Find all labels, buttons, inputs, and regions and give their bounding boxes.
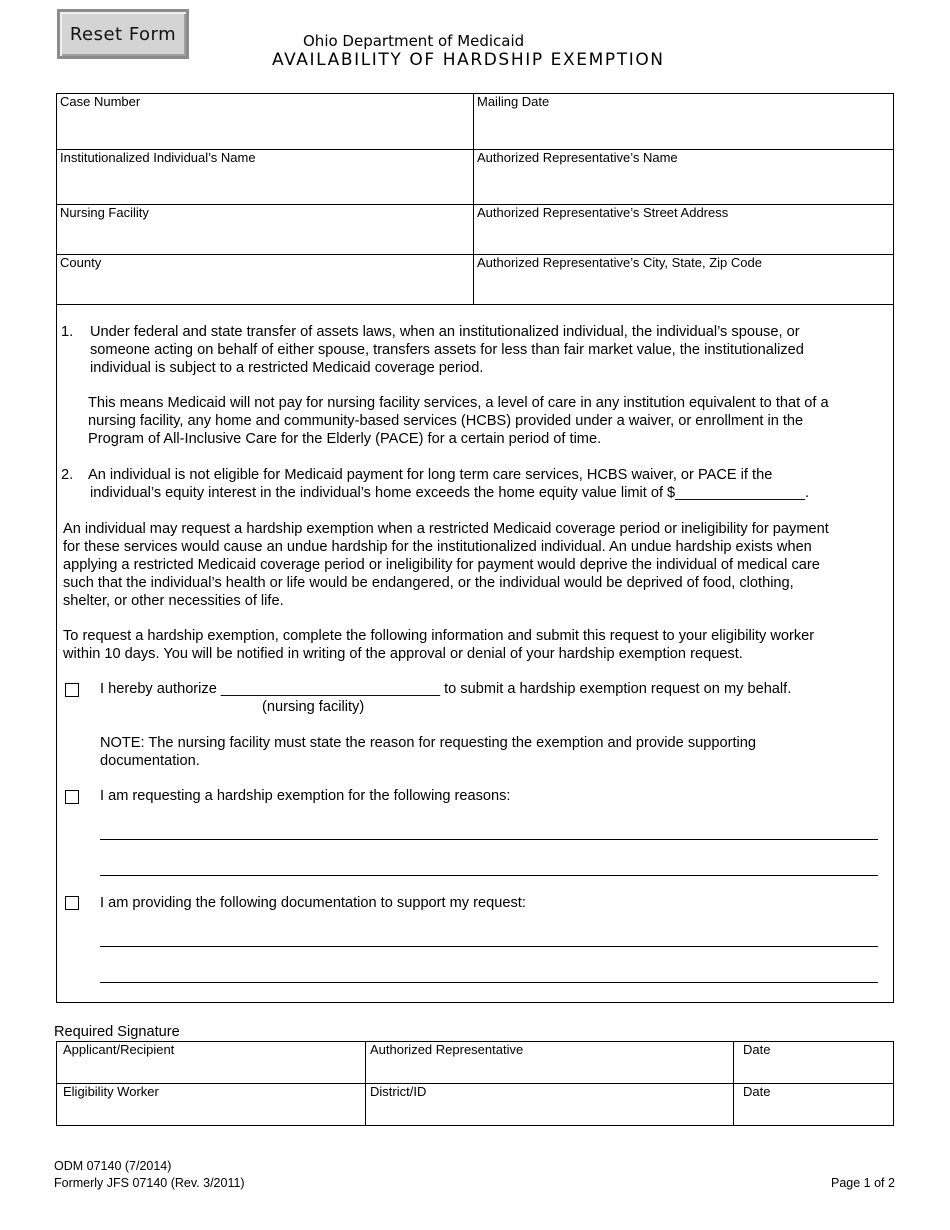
date-label-2: Date bbox=[743, 1084, 771, 1099]
item2-line2: individual’s equity interest in the individual’s home exceeds the home equity value limit of $________________. bbox=[90, 485, 810, 501]
item1b-line1: This means Medicaid will not pay for nursing facility services, a level of care in any institution equivalent to that of a bbox=[88, 395, 829, 411]
rep-name-label: Authorized Representative’s Name bbox=[477, 150, 678, 165]
date-field-2[interactable] bbox=[740, 1083, 893, 1125]
authorize-text: I hereby authorize ___________________________ to submit a hardship exemption request on my behalf. bbox=[100, 681, 792, 697]
hardship-para-line5: shelter, or other necessities of life. bbox=[63, 593, 284, 609]
reasons-text: I am requesting a hardship exemption for the following reasons: bbox=[100, 788, 511, 804]
request-para-line1: To request a hardship exemption, complete the following information and submit this request to your eligibility worker bbox=[63, 628, 815, 644]
mailing-date-field[interactable] bbox=[474, 93, 893, 149]
signature-heading: Required Signature bbox=[54, 1024, 180, 1040]
item1-number: 1. bbox=[61, 324, 74, 340]
date-label-1: Date bbox=[743, 1042, 771, 1057]
documentation-line-2[interactable] bbox=[100, 982, 878, 983]
authorize-checkbox[interactable] bbox=[65, 683, 79, 697]
hardship-para-line2: for these services would cause an undue hardship for the institutionalized individual. An undue hardship exists when bbox=[63, 539, 812, 555]
nursing-facility-label: Nursing Facility bbox=[60, 205, 149, 220]
documentation-checkbox[interactable] bbox=[65, 896, 79, 910]
applicant-label: Applicant/Recipient bbox=[63, 1042, 175, 1057]
rep-name-field[interactable] bbox=[474, 149, 893, 204]
eligibility-worker-field[interactable] bbox=[60, 1083, 365, 1125]
item1-line2: someone acting on behalf of either spouse, transfers assets for less than fair market value, the institutionalized bbox=[90, 342, 804, 358]
date-field-1[interactable] bbox=[740, 1041, 893, 1083]
authorized-rep-signature-field[interactable] bbox=[367, 1041, 733, 1083]
item1-line1: Under federal and state transfer of assets laws, when an institutionalized individual, the individual’s spouse, or bbox=[90, 324, 800, 340]
reasons-checkbox[interactable] bbox=[65, 790, 79, 804]
district-id-label: District/ID bbox=[370, 1084, 427, 1099]
nursing-facility-field[interactable] bbox=[57, 204, 473, 254]
applicant-signature-field[interactable] bbox=[60, 1041, 365, 1083]
nursing-facility-caption: (nursing facility) bbox=[262, 699, 365, 715]
individual-name-label: Institutionalized Individual’s Name bbox=[60, 150, 256, 165]
authorized-rep-label: Authorized Representative bbox=[370, 1042, 524, 1057]
documentation-line-1[interactable] bbox=[100, 946, 878, 947]
county-label: County bbox=[60, 255, 102, 270]
documentation-text: I am providing the following documentation to support my request: bbox=[100, 895, 526, 911]
reasons-line-1[interactable] bbox=[100, 839, 878, 840]
form-id: ODM 07140 (7/2014) bbox=[54, 1159, 172, 1173]
rep-city-field[interactable] bbox=[474, 254, 893, 304]
case-number-field[interactable] bbox=[57, 93, 473, 149]
rep-city-label: Authorized Representative’s City, State, Zip Code bbox=[477, 255, 762, 270]
formerly-form-id: Formerly JFS 07140 (Rev. 3/2011) bbox=[54, 1176, 245, 1190]
reset-form-button[interactable]: Reset Form bbox=[57, 9, 189, 59]
rep-street-label: Authorized Representative’s Street Address bbox=[477, 205, 729, 220]
district-id-field[interactable] bbox=[367, 1083, 733, 1125]
hardship-para-line3: applying a restricted Medicaid coverage period or ineligibility for payment would deprive the individual of medical care bbox=[63, 557, 820, 573]
item2-line1: An individual is not eligible for Medicaid payment for long term care services, HCBS waiver, or PACE if the bbox=[88, 467, 773, 483]
request-para-line2: within 10 days. You will be notified in writing of the approval or denial of your hardship exemption request. bbox=[63, 646, 743, 662]
item1-line3: individual is subject to a restricted Medicaid coverage period. bbox=[90, 360, 484, 376]
item1b-line2: nursing facility, any home and community-based services (HCBS) provided under a waiver, or enrollment in the bbox=[88, 413, 804, 429]
county-field[interactable] bbox=[57, 254, 473, 304]
reasons-line-2[interactable] bbox=[100, 875, 878, 876]
rep-street-field[interactable] bbox=[474, 204, 893, 254]
note-line2: documentation. bbox=[100, 753, 200, 769]
hardship-para-line4: such that the individual’s health or life would be endangered, or the individual would be deprived of food, clothing, bbox=[63, 575, 794, 591]
page-number: Page 1 of 2 bbox=[831, 1176, 895, 1190]
item2-number: 2. bbox=[61, 467, 74, 483]
note-line1: NOTE: The nursing facility must state the reason for requesting the exemption and provide supporting bbox=[100, 735, 756, 751]
case-number-label: Case Number bbox=[60, 94, 141, 109]
item1b-line3: Program of All-Inclusive Care for the Elderly (PACE) for a certain period of time. bbox=[88, 431, 602, 447]
form-title: AVAILABILITY OF HARDSHIP EXEMPTION bbox=[272, 50, 665, 70]
agency-name: Ohio Department of Medicaid bbox=[303, 32, 525, 50]
hardship-para-line1: An individual may request a hardship exemption when a restricted Medicaid coverage period or ineligibility for payment bbox=[63, 521, 829, 537]
eligibility-worker-label: Eligibility Worker bbox=[63, 1084, 159, 1099]
mailing-date-label: Mailing Date bbox=[477, 94, 550, 109]
individual-name-field[interactable] bbox=[57, 149, 473, 204]
